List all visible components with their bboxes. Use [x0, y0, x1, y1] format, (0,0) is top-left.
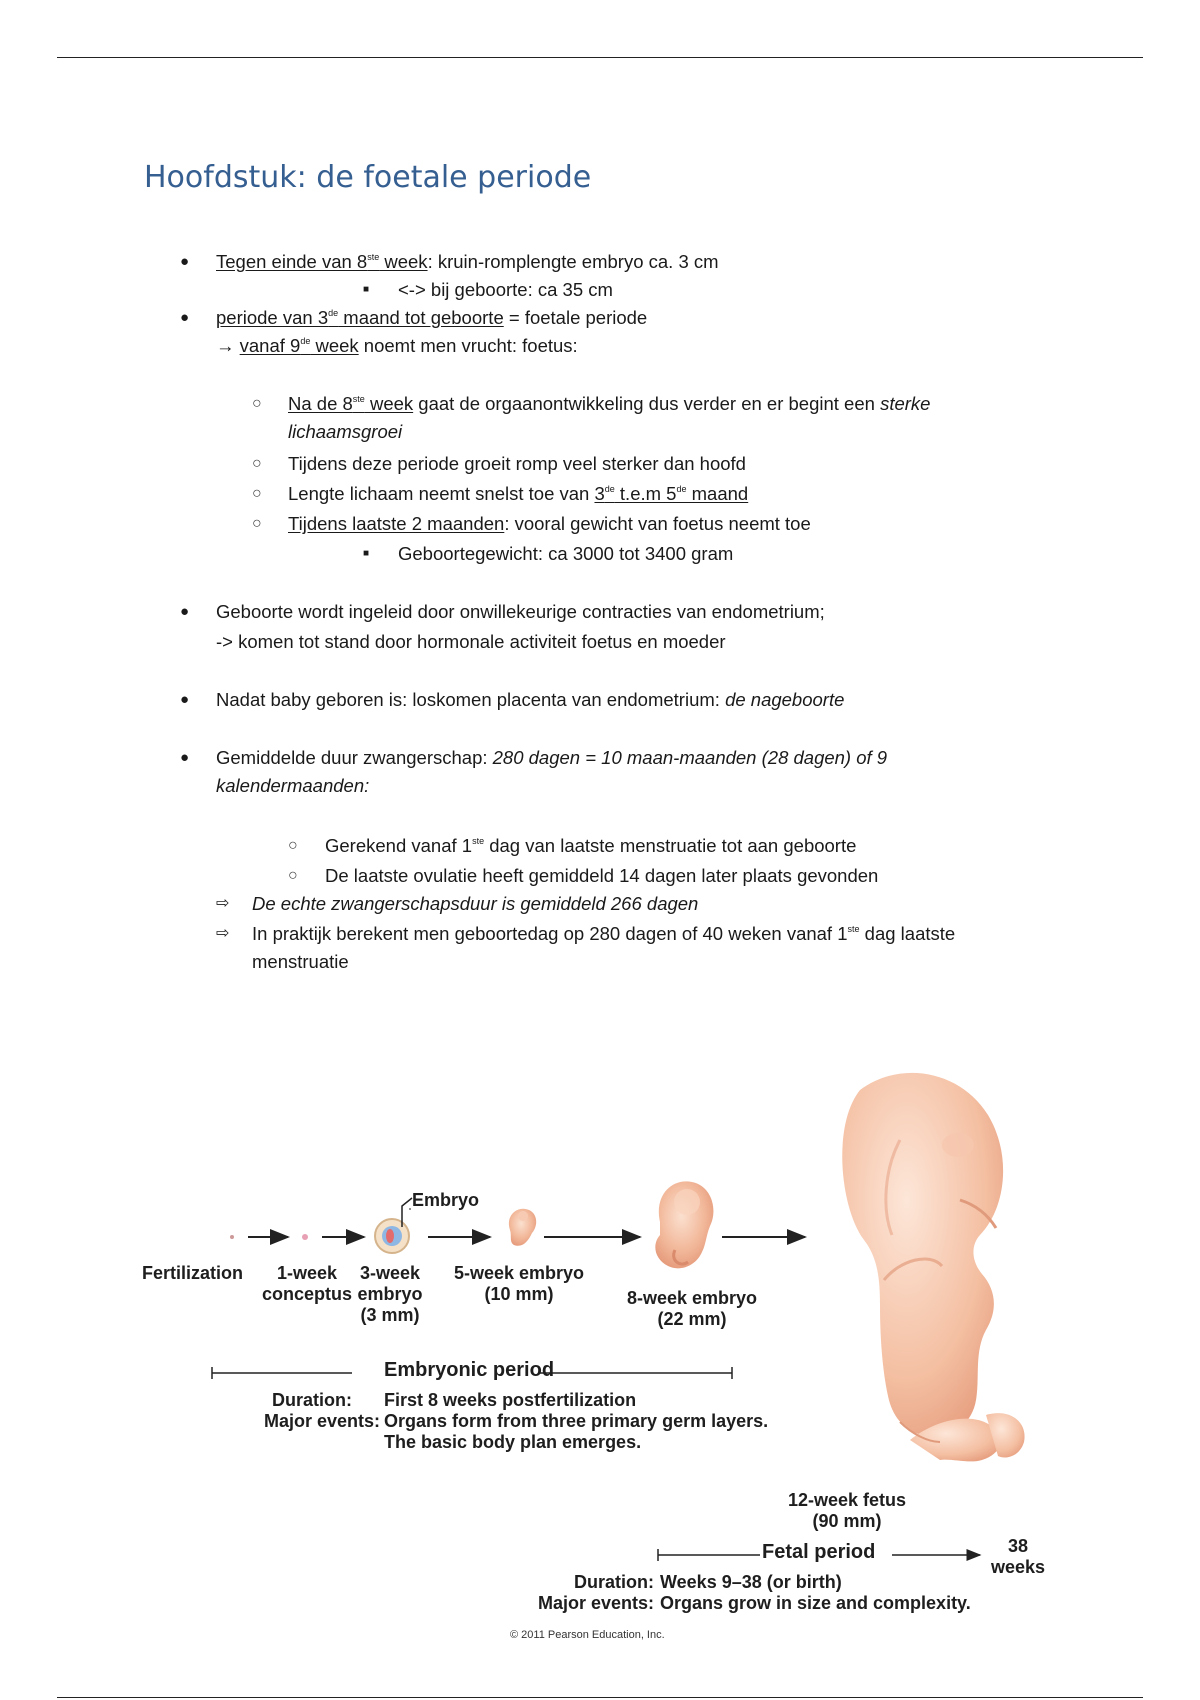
embryo-3-week: [375, 1219, 409, 1253]
list-item: In praktijk berekent men geboortedag op 280 dagen of 40 weken vanaf 1ste dag laatste: [252, 923, 956, 944]
hollow-arrow-icon: ⇨: [216, 895, 230, 912]
bullet-circle: ○: [252, 395, 262, 412]
bullet-square: ■: [363, 284, 370, 295]
list-item: Tegen einde van 8ste week: kruin-romplengte embryo ca. 3 cm: [216, 251, 719, 272]
week1-label: 1-week conceptus: [261, 1263, 353, 1304]
bullet-square: ■: [363, 548, 370, 559]
list-item: Geboortegewicht: ca 3000 tot 3400 gram: [398, 543, 734, 564]
list-item: Geboorte wordt ingeleid door onwillekeurige contracties van endometrium;: [216, 601, 825, 622]
list-item: Tijdens deze periode groeit romp veel sterker dan hoofd: [288, 453, 746, 474]
page-title: Hoofdstuk: de foetale periode: [144, 160, 592, 195]
list-item: kalendermaanden:: [216, 775, 370, 796]
embryonic-period-label: Embryonic period: [384, 1359, 555, 1381]
list-item: Lengte lichaam neemt snelst toe van 3de t.e.m 5de maand: [288, 483, 749, 504]
emb-duration-label: Duration:: [272, 1390, 352, 1410]
bullet-dot: ●: [180, 603, 190, 620]
emb-events-label: Major events:: [263, 1411, 380, 1431]
list-item: Gerekend vanaf 1ste dag van laatste menstruatie tot aan geboorte: [325, 835, 857, 856]
weeks38-label: 38 weeks: [990, 1536, 1046, 1577]
footer-rule: [57, 1697, 1143, 1698]
list-item: Gemiddelde duur zwangerschap: 280 dagen = 10 maan-maanden (28 dagen) of 9: [216, 747, 888, 768]
bullet-dot: ●: [180, 309, 190, 326]
header-rule: [57, 57, 1143, 58]
fetus-12-week: [842, 1073, 1024, 1462]
list-item: periode van 3de maand tot geboorte = foetale periode: [216, 307, 648, 328]
list-item: De laatste ovulatie heeft gemiddeld 14 dagen later plaats gevonden: [325, 865, 879, 886]
fet-duration-label: Duration:: [574, 1572, 654, 1592]
bullet-circle: ○: [288, 837, 298, 854]
fet-events-label: Major events:: [537, 1593, 654, 1613]
development-illustration: [140, 1030, 1060, 1640]
hollow-arrow-icon: ⇨: [216, 925, 230, 942]
week8-label: 8-week embryo (22 mm): [626, 1288, 758, 1329]
list-item: Na de 8ste week gaat de orgaanontwikkeling dus verder en er begint een sterke: [288, 393, 931, 414]
fet-duration: Weeks 9–38 (or birth): [660, 1572, 842, 1592]
list-item: Tijdens laatste 2 maanden: vooral gewicht van foetus neemt toe: [288, 513, 811, 534]
emb-events-1: Organs form from three primary germ layers.: [384, 1411, 769, 1431]
zygote-dot: [230, 1235, 234, 1239]
copyright-note: © 2011 Pearson Education, Inc.: [510, 1629, 665, 1641]
emb-events-2: The basic body plan emerges.: [384, 1432, 642, 1452]
bullet-circle: ○: [252, 485, 262, 502]
week5-label: 5-week embryo (10 mm): [453, 1263, 585, 1304]
list-item: <-> bij geboorte: ca 35 cm: [398, 279, 613, 300]
bullet-circle: ○: [252, 515, 262, 532]
list-item: Nadat baby geboren is: loskomen placenta van endometrium: de nageboorte: [216, 689, 845, 710]
bullet-dot: ●: [180, 253, 190, 270]
development-figure: [140, 1030, 1060, 1640]
embryo-5-week: [509, 1209, 536, 1246]
bullet-dot: ●: [180, 749, 190, 766]
arrow-right-icon: →: [216, 335, 235, 356]
fetal-period-label: Fetal period: [762, 1541, 876, 1563]
bullet-circle: ○: [252, 455, 262, 472]
fet-events: Organs grow in size and complexity.: [660, 1593, 971, 1613]
list-item: menstruatie: [252, 951, 349, 972]
bullet-circle: ○: [288, 867, 298, 884]
embryo-label: Embryo: [412, 1190, 480, 1210]
list-item: De echte zwangerschapsduur is gemiddeld 266 dagen: [252, 893, 699, 914]
emb-duration: First 8 weeks postfertilization: [384, 1390, 637, 1410]
week3-label: 3-week embryo (3 mm): [357, 1263, 423, 1325]
week12-label: 12-week fetus (90 mm): [787, 1490, 907, 1531]
list-item: lichaamsgroei: [288, 421, 403, 442]
conceptus-dot: [302, 1234, 308, 1240]
bullet-dot: ●: [180, 691, 190, 708]
embryo-8-week: [655, 1181, 713, 1268]
list-item: -> komen tot stand door hormonale activiteit foetus en moeder: [216, 631, 726, 652]
fertilization-label: Fertilization: [142, 1263, 244, 1283]
list-item: → vanaf 9de week noemt men vrucht: foetus:: [216, 335, 578, 356]
